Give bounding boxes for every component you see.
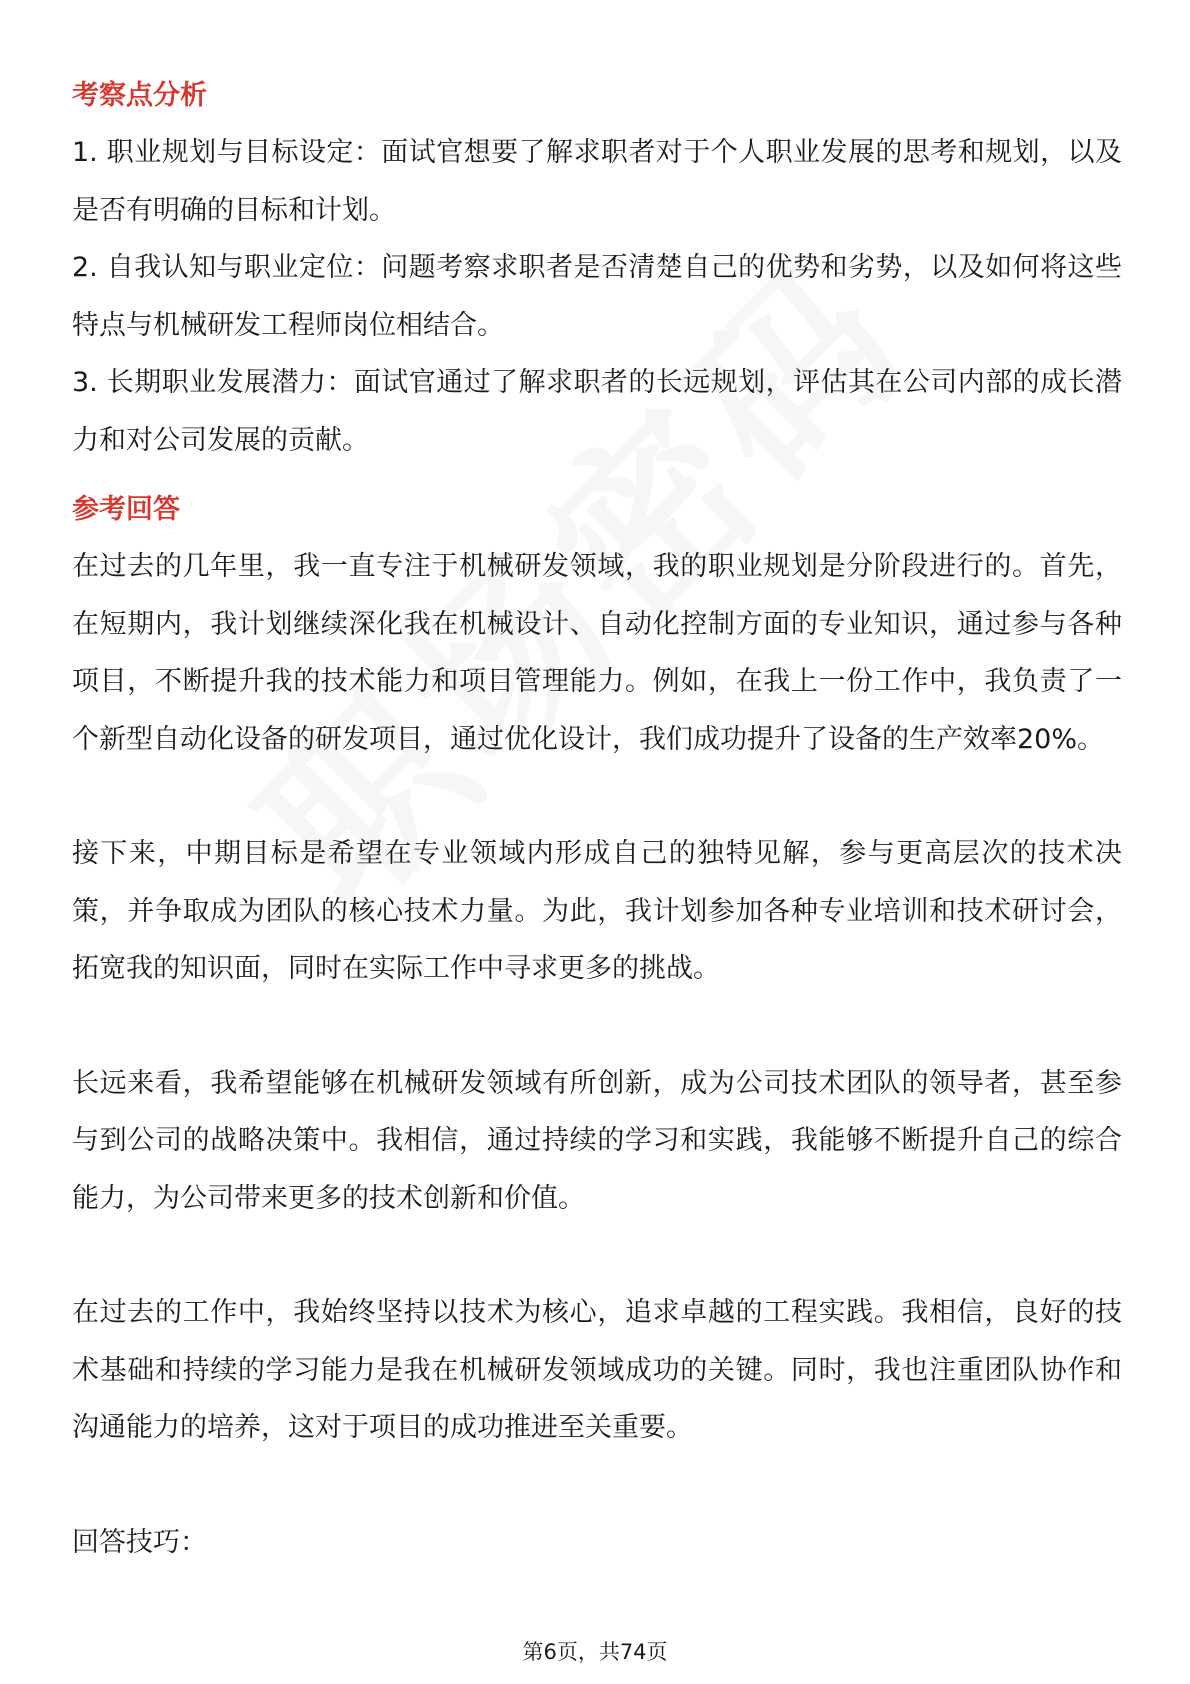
analysis-section-title: 考察点分析	[72, 80, 207, 111]
paragraph-spacer	[72, 1227, 1122, 1284]
analysis-item-1: 1. 职业规划与目标设定：面试官想要了解求职者对于个人职业发展的思考和规划，以及是否有明确的目标和计划。	[72, 137, 1122, 226]
paragraph-spacer	[72, 768, 1122, 825]
analysis-item-3: 3. 长期职业发展潜力：面试官通过了解求职者的长远规划，评估其在公司内部的成长潜力和对公司发展的贡献。	[72, 367, 1122, 456]
answer-paragraph-4: 在过去的工作中，我始终坚持以技术为核心，追求卓越的工程实践。我相信，良好的技术基础和持续的学习能力是我在机械研发领域成功的关键。同时，我也注重团队协作和沟通能力的培养，这对于项目的成功推进至关重要。	[72, 1297, 1122, 1443]
tips-label: 回答技巧：	[72, 1526, 207, 1558]
answer-paragraph-2: 接下来，中期目标是希望在专业领域内形成自己的独特见解，参与更高层次的技术决策，并争取成为团队的核心技术力量。为此，我计划参加各种专业培训和技术研讨会，拓宽我的知识面，同时在实际工作中寻求更多的挑战。	[72, 838, 1122, 984]
answer-paragraph-3: 长远来看，我希望能够在机械研发领域有所创新，成为公司技术团队的领导者，甚至参与到公司的战略决策中。我相信，通过持续的学习和实践，我能够不断提升自己的综合能力，为公司带来更多的技术创新和价值。	[72, 1067, 1122, 1214]
answer-paragraph-1: 在过去的几年里，我一直专注于机械研发领域，我的职业规划是分阶段进行的。首先，在短期内，我计划继续深化我在机械设计、自动化控制方面的专业知识，通过参与各种项目，不断提升我的技术能力和项目管理能力。例如，在我上一份工作中，我负责了一个新型自动化设备的研发项目，通过优化设计，我们成功提升了设备的生产效率20%。	[72, 551, 1122, 755]
section-spacer	[72, 469, 1122, 482]
paragraph-spacer	[72, 1457, 1122, 1514]
paragraph-spacer	[72, 998, 1122, 1055]
analysis-item-2: 2. 自我认知与职业定位：问题考察求职者是否清楚自己的优势和劣势，以及如何将这些特点与机械研发工程师岗位相结合。	[72, 252, 1122, 341]
answer-section-title: 参考回答	[72, 494, 180, 525]
page-indicator: 第6页，共74页	[522, 1640, 668, 1664]
document-page	[72, 68, 1122, 1571]
